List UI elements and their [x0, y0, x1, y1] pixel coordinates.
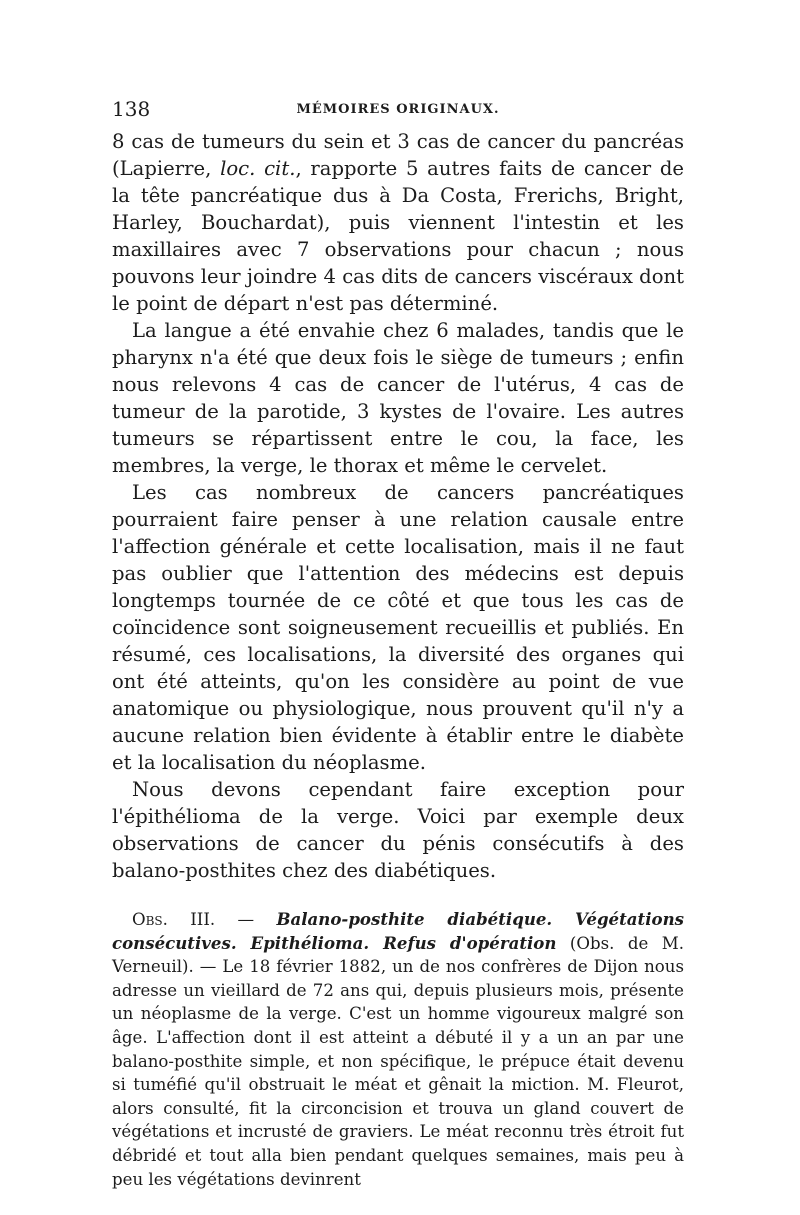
observation-source: (Obs. de M. Verneuil). —: [112, 933, 684, 977]
paragraph-1: [112, 128, 684, 317]
running-title: MÉMOIRES ORIGINAUX.: [296, 102, 500, 117]
paragraph-1-part-a: 8 cas de tumeurs du sein et 3 cas de cancer du pancréas (Lapierre,: [112, 130, 684, 180]
observation-title: Balano-posthite diabétique. Végétations consécutives. Epithélioma. Refus d'opération: [112, 909, 684, 953]
running-head: [112, 96, 684, 122]
paragraph-3: Les cas nombreux de cancers pancréatiques pourraient faire penser à une relation causale entre l'affection générale et cette localisation, mais il ne faut pas oublier que l'attention des médecins est depuis longtemps tournée de ce côté et que tous les cas de coïncidence sont soigneusement recueillis et publiés. En résumé, ces localisations, la diversité des organes qui ont été atteints, qu'on les considère au point de vue anatomique ou physiologique, nous prouvent qu'il n'y a aucune relation bien évidente à établir entre le diabète et la localisation du néoplasme.: [112, 481, 684, 774]
paragraph-4: Nous devons cependant faire exception pour l'épithélioma de la verge. Voici par exemple deux observations de cancer du pénis consécutifs à des balano-posthites chez des diabétiques.: [112, 778, 684, 882]
observation-paragraph: [112, 908, 684, 1191]
observation-text: Le 18 février 1882, un de nos confrères de Dijon nous adresse un vieillard de 72 ans qui, depuis plusieurs mois, présente un néoplasme de la verge. C'est un homme vigoureux malgré son âge. L'affection dont il est atteint a débuté il y a un an par une balano-posthite simple, et non spécifique, le prépuce était devenu si tuméfié qu'il obstruait le méat et gênait la miction. M. Fleurot, alors consulté, fit la circoncision et trouva un gland couvert de végétations et incrusté de graviers. Le méat reconnu très étroit fut débridé et tout alla bien pendant quelques semaines, mais peu à peu les végétations devinrent: [112, 957, 684, 1189]
paragraph-1-citation: loc. cit.: [220, 157, 296, 180]
paragraph-2: La langue a été envahie chez 6 malades, tandis que le pharynx n'a été que deux fois le siège de tumeurs ; enfin nous relevons 4 cas de cancer de l'utérus, 4 cas de tumeur de la parotide, 3 kystes de l'ovaire. Les autres tumeurs se répartissent entre le cou, la face, les membres, la verge, le thorax et même le cervelet.: [112, 319, 684, 477]
observation-block: [112, 908, 684, 1191]
paragraph-1-part-c: , rapporte 5 autres faits de cancer de la tête pancréatique dus à Da Costa, Frerichs, Bright, Harley, Bouchardat), puis viennent l'intestin et les maxillaires avec 7 observations pour chacun ; nous pouvons leur joindre 4 cas dits de cancers viscéraux dont le point de départ n'est pas déterminé.: [112, 157, 684, 315]
body-text: [112, 128, 684, 884]
section-gap: [112, 884, 684, 908]
observation-label: Obs. III. —: [132, 910, 255, 929]
page-number: 138: [112, 97, 151, 121]
page: [112, 96, 684, 1191]
